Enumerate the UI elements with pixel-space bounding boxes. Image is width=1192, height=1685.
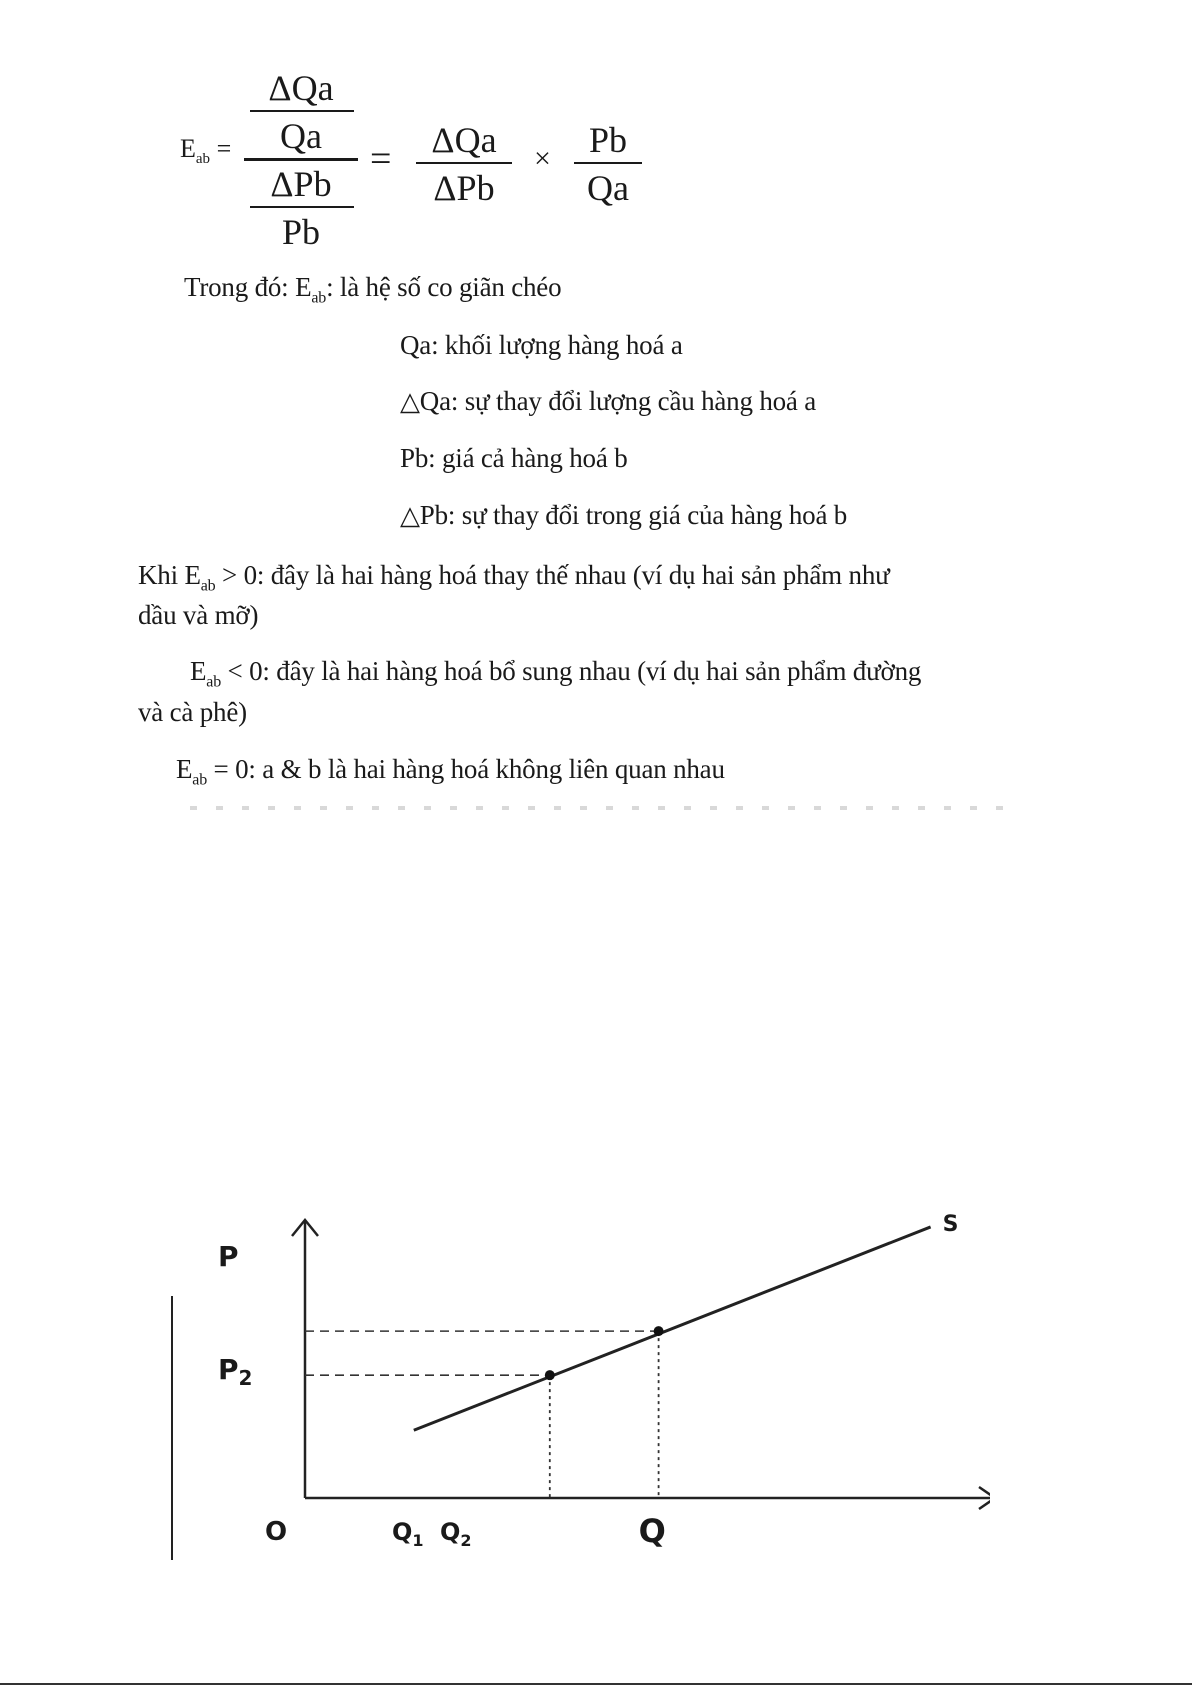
supply-chart [160, 1208, 990, 1570]
formula-main-bar [244, 158, 358, 161]
x-tick-label-q1: $Q_1$ [392, 1518, 424, 1550]
case-unrelated: $E_{ab} = 0$: a & b là hai hàng hoá không liên quan nhau [176, 754, 725, 789]
formula-frac1-bar [416, 162, 512, 164]
formula-equals: = [370, 138, 392, 180]
case-complements-line1: $E_{ab} < 0$: đây là hai hàng hoá bổ sung nhau (ví dụ hai sản phẩm đường [190, 656, 922, 691]
definition-intro: Trong đó: $E_{ab}$: là hệ số co giãn chéo [184, 272, 562, 307]
formula-top-numerator: ΔQa [268, 68, 334, 108]
cut-off-text-line [190, 806, 1010, 810]
supply-curve-label: S [942, 1211, 959, 1237]
origin-label: O [265, 1517, 288, 1547]
definition-item: Pb: giá cả hàng hoá b [400, 443, 628, 473]
case-substitutes-line2: dầu và mỡ) [138, 600, 259, 630]
definition-item: △Qa: sự thay đổi lượng cầu hàng hoá a [400, 386, 817, 416]
formula-times: × [534, 142, 551, 175]
delta-triangle-icon: △ [400, 501, 420, 530]
cross-elasticity-formula [180, 62, 660, 262]
y-axis-label: P [218, 1240, 239, 1273]
data-point-2 [654, 1326, 664, 1336]
formula-frac2-denominator: Qa [587, 168, 629, 208]
definition-item: △Pb: sự thay đổi trong giá của hàng hoá b [400, 500, 848, 530]
supply-curve [414, 1227, 931, 1430]
supply-chart-svg [160, 1208, 990, 1570]
data-point-1 [545, 1370, 555, 1380]
delta-triangle-icon: △ [400, 387, 420, 416]
formula-lhs: $E_{ab}$ = [180, 134, 232, 168]
y-tick-label-p2: $P_2$ [218, 1353, 253, 1391]
formula-bottom-denominator: Pb [281, 212, 321, 252]
formula-top-denominator: Qa [280, 116, 322, 156]
formula-bottom-numerator: ΔPb [270, 164, 332, 204]
x-tick-label-q2: $Q_2$ [440, 1518, 472, 1550]
formula-inner-bar-2 [250, 206, 354, 208]
case-substitutes-line1: Khi $E_{ab} > 0$: đây là hai hàng hoá thay thế nhau (ví dụ hai sản phẩm như [138, 560, 890, 595]
definition-item: Qa: khối lượng hàng hoá a [400, 330, 683, 360]
formula-frac1-numerator: ΔQa [431, 120, 497, 160]
formula-frac2-bar [574, 162, 642, 164]
x-tick-label-q: Q [638, 1512, 666, 1550]
formula-inner-bar-1 [250, 110, 354, 112]
case-complements-line2: và cà phê) [138, 697, 247, 727]
formula-frac2-numerator: Pb [588, 120, 628, 160]
formula-frac1-denominator: ΔPb [433, 168, 495, 208]
